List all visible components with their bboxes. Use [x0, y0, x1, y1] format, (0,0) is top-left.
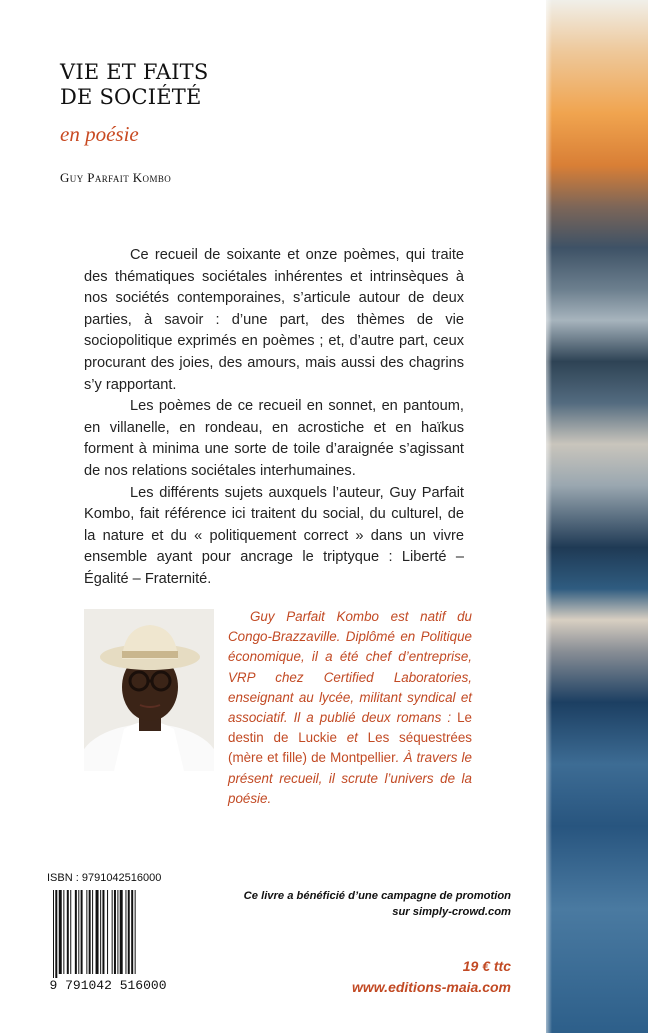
isbn-label: ISBN : 9791042516000 — [47, 872, 162, 884]
promo-line-1: Ce livre a bénéficié d’une campagne de promotion — [243, 890, 511, 902]
bio-part-1: Guy Parfait Kombo est natif du Congo-Brazzaville. Diplômé en Politique économique, il a été chef d’entreprise, VRP chez Certified Laboratories, enseignant au lycée, militant syndical et associatif. Il a publié deux romans : — [228, 609, 472, 726]
author-bio — [228, 607, 472, 809]
bio-book-1: Le destin de Luckie — [228, 710, 472, 746]
title-line-1: VIE ET FAITS — [60, 60, 209, 84]
bio-text — [228, 607, 472, 809]
bio-part-2: et — [336, 730, 368, 746]
author-portrait-drawing — [84, 609, 214, 771]
book-price: 19 € ttc — [462, 958, 511, 974]
bio-part-3: . À travers le présent recueil, il scrute l’univers de la poésie. — [228, 750, 472, 806]
sunset-sea-strip-image — [546, 0, 648, 1033]
barcode-digits: 9 791042 516000 — [49, 978, 167, 992]
book-title — [60, 60, 208, 110]
summary-paragraph-2: Les poèmes de ce recueil en sonnet, en pantoum, en villanelle, en rondeau, en acrostiche et en haïkus forment à minima une sorte de toile d’araignée s’agissant de nos relations sociétales interhumaines. — [84, 398, 464, 479]
title-line-2: DE SOCIÉTÉ — [60, 85, 202, 109]
promo-line-2: sur simply-crowd.com — [392, 906, 511, 918]
summary-paragraph-1: Ce recueil de soixante et onze poèmes, qui traite des thématiques sociétales inhérentes et intrinsèques à nos sociétés contemporaines, s’articule autour de deux parties, à savoir : d’une part, des thèmes de vie sociopolitique exprimés en poèmes ; et, d’autre part, ceux procurant des joies, des amours, mais aussi des chagrins s’y rapportant. — [84, 247, 464, 393]
book-subtitle: en poésie — [60, 122, 139, 146]
publisher-website: www.editions-maia.com — [352, 979, 511, 995]
barcode-bars — [53, 890, 136, 978]
isbn-barcode — [43, 888, 173, 992]
author-portrait — [84, 609, 214, 771]
book-summary — [84, 245, 464, 591]
summary-paragraph-3: Les différents sujets auxquels l’auteur, Guy Parfait Kombo, fait référence ici traitent du social, du culturel, de la nature et du « politiquement correct » dans un vivre ensemble ayant pour ancrage le triptyque : Liberté – Égalité – Fraternité. — [84, 484, 464, 587]
promo-note — [211, 888, 511, 920]
bio-book-2: Les séquestrées (mère et fille) de Montpellier — [228, 730, 472, 766]
author-name: Guy Parfait Kombo — [60, 170, 172, 185]
